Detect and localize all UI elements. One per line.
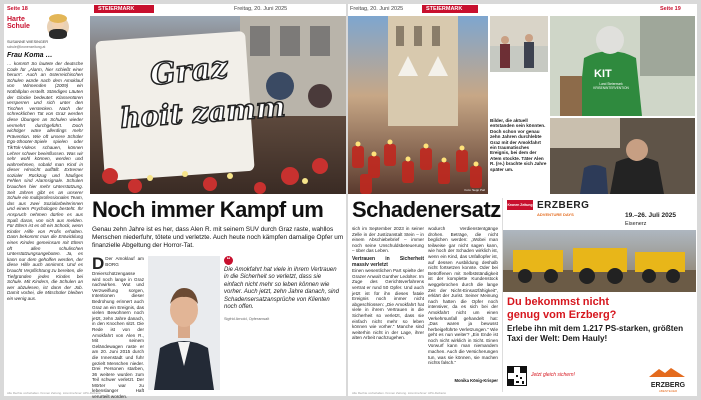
left-page (4, 4, 346, 400)
portrait-photo (148, 256, 220, 390)
perpetrator-photo (550, 118, 695, 194)
perpetrator-graphic (550, 118, 695, 194)
ad-brand: ERZBERG (537, 200, 590, 211)
column-title: Frau Koma … (7, 52, 53, 59)
photo-caption: Bilder, die aktuell entstanden sein könnten. Doch schon vor genau zehn Jahren durchlebte Graz mit der Amokfahrt ein traumatisches Ereignis, bei dem der Atem stockte. Täter Alen R. (re.) brachte sich Jahre später um. (490, 118, 547, 172)
right-page (348, 4, 697, 396)
erzberg-ad[interactable] (502, 198, 695, 392)
sign-text-line2: hoit zamm (119, 90, 287, 135)
ad-cta[interactable]: Jetzt gleich sichern! (531, 372, 575, 378)
article-body-left: D Der Amoklauf am BORG Dreierschützengasse wird noch lange in Graz nachwirken. Wut und Verzweiflung sorgen, Intentionen dieser Bedrohung erinnert auch Graz an ein Ereignis, das vielen Bewohnern noch jetzt, zehn Jahre danach, in den Knochen sitzt. Die Rede ist von der Amokfahrt von Alen R., Mit seinem Geländewagen raste er am 20. Juni 2015 durch die Innenstadt und fuhr gezielt Menschen nieder. Drei Personen starben, 36 weitere wurden zum Teil schwer verletzt. Der Mörter war zu lebenslanger Haft verurteilt worden. (92, 254, 144, 400)
candles-photo (348, 16, 488, 194)
footer-right: Alle Rechte vorbehalten. Kronen Zeitung. Lizenznehmer: APA-DeFacto (352, 391, 447, 395)
headline-right: Schadenersatz (352, 197, 501, 222)
ad-footer-brand: ERZBERG (650, 382, 686, 389)
subheadline: Genau zehn Jahre ist es her, dass Alen R. mit seinem SUV durch Graz raste, wahllos Menschen niederfuhr, tötete und verletzte. Auch heute noch kämpfen damalige Opfer um finanzielle Abgeltung der Horror-Tat. (92, 226, 344, 249)
qr-code-icon (508, 367, 526, 385)
ad-trucks-graphic (503, 230, 696, 292)
footer-left: Alle Rechte vorbehalten. Kronen Zeitung. Lizenznehmer: APA-DeFacto (7, 391, 102, 395)
kit-worker-graphic (550, 16, 695, 116)
kit-worker-photo (550, 16, 695, 116)
ad-headline-2: genug vom Erzberg? (507, 309, 617, 321)
quote-author: Sigfrid Arnold, Opferanwalt (224, 317, 270, 322)
candles-graphic (348, 16, 488, 194)
kit-label: KIT (594, 68, 612, 80)
author-avatar (47, 16, 69, 38)
ad-footer-sub: ABENTEUER (658, 389, 678, 393)
opinion-column (7, 16, 85, 394)
headline-left: Noch immer Kampf um (92, 197, 324, 222)
mountain-icon (645, 367, 691, 377)
column-email: schule@kronenzeitung.at (7, 45, 46, 49)
article-column-1 (352, 226, 424, 386)
ad-headline-1: Du bekommst nicht (507, 296, 610, 308)
section-bar-right: STEIERMARK (422, 5, 478, 13)
section-bar-left: STEIERMARK (94, 5, 154, 13)
article-column-2: wodurch Verdienstentgänge drohen. Beträge, die nicht beglichen werden: „Wobei man teilweise gar nicht sagen kann, wie hoch der Schaden wirklich ist, wenn ein Kind, das Unfallopfer ist, auf dessen Ausbildung deshalb nicht fortsetzen konnte. Oder bei Betroffenen mit Selbstständigkeit ist der komplette Kundenstock weggebrochen durch die lange Zeit der Nicht-Einsatzfähigkeit“, erklärt der Jurist. Seiner Meinung nach hatten die Opfer noch intensiver, da es sich bei der Amokfahrt nicht um einen Verkehrsunfall gehandelt hat: „Das waren ja bewusst herbeigeführte Verletzungen.“ Wie geht es nun weiter? „Ein Ende ist noch nicht wirklich in Sicht. Einen Vorwurf kann man niemandem machen. Auch die Versicherungen tun, was sie können, sie machen nichts falsch.“ (428, 226, 498, 366)
sign-text-line1: Graz (148, 50, 230, 93)
column-body: … kommt! So lautete der deutsche Code für „Alarm, hier schießt einer herum“. Auch an österreichischen Schulen würde nach dem Amoklauf von Winnenden (2009) ein Notfallplan erstellt. Ständiges Läuten der Glocke bedeutet: Klassentüren versperren und sich unter den Tischen verstecken. Nach der schrecklichen Tat von Graz werden diese Übungen an Schulen wieder vermehrt durchgeführt. Doch wichtiger wäre allerdings mehr Prävention. Wie oft unsere Schüler Ego-Shooter-Spiele spielen oder TikTok-Videos schauen, können Lehrer schwer beeinflussen. Was wir sehr wohl können, werden und wahrnehmen, sobald man Kind in dieser Hinsicht auffällt. Extremer sozialer Rückzug und häufiges Fehlen sind Alarmsignale. Schulen brauchen hier mehr Unterstützung. Seit Jahren gibt es an unserer Schule ein multiprofessionales Team, das aus zwei Sozialarbeiterinnen und einem Psychologen besteht. Ihr Anspruch nehmen dürfen es aus Spaß daran, von sich aus melden. Für Eltern ist es oft ein Schock, wenn Kinder Hilfe von Profis erhalten. Dann bekommt man die Entwicklung eines Kindes gemeinsam mit Eltern oft allen schulischen Unterstützungsangeboten. Ja, es kann nur dem geholfen werden, der diese Hilfe auch annimmt. Und es braucht Verpflichtung zu bereiten, die Tiefgründen jedes Kindes bei Schule. Mit Kindern, die Schulen an wer abzulesen, ist dann der Job. Damit vorbei, die Mitschüler bleiben ein wenig aus. (7, 61, 83, 301)
article-subhead: Vertrauen in Sicherheit massiv verletzt (352, 255, 424, 268)
memorial-photo-left (90, 16, 346, 194)
kit-sublabel: Land Steiermark KRISENINTERVENTION (593, 82, 629, 90)
page-number-left: Seite 18 (7, 6, 28, 12)
column-author: SUSANNE WIESINGER (7, 40, 49, 44)
date-left: Freitag, 20. Juni 2025 (234, 6, 288, 12)
article-col1-text: sich im September 2023 in seiner Zelle in der Justizanstalt Stein – in einem Abschiebebrief – immer noch seine Unschuldsbeteuerung – über das Leben. (352, 226, 424, 254)
street-graphic (490, 16, 548, 72)
ad-trucks-photo (503, 230, 696, 292)
ad-location: Eisenerz (625, 221, 647, 227)
quote-box (224, 256, 342, 321)
column-name: Harte Schule (7, 16, 30, 30)
ad-brand-sub: ADVENTURE DAYS (537, 212, 574, 217)
article-col1b-text: Einen wesentlichen Part spielte der Grazer Anwalt Gunther Ledolter. Im Zuge des Gerichtsverfahrens vertrat er rund 50 Opfer. Und auch jetzt ist für ihn dieses fatale Ereignis noch immer nicht abgeschlossen: „Die Amokfahrt hat viele in ihrem Vertrauen in die Sicherheit so verletzt, dass sie einfach nicht mehr so leben können wie vorher.“ Manche sind weiterhin nicht in der Lage, ihrer alten Arbeit nachzugehen. (352, 268, 425, 341)
ad-dates: 19.–26. Juli 2025 (625, 212, 676, 219)
ad-qr-code[interactable] (507, 366, 527, 386)
ad-footer-logo (645, 364, 691, 393)
ad-text: Erlebe ihn mit dem 1.217 PS-starken, größten Taxi der Welt: Dem Hauly! (507, 324, 684, 343)
article-byline: Monika König-Krisper (454, 378, 498, 383)
street-photo (490, 16, 548, 72)
portrait-graphic (148, 256, 220, 390)
drop-cap: D (92, 254, 105, 273)
page-number-right: Seite 19 (660, 6, 681, 12)
quote-text: Die Amokfahrt hat viele in ihrem Vertrauen in die Sicherheit so verletzt, dass sie einfach nicht mehr so leben können wie vorher. Auch jetzt, zehn Jahre danach, sind Schadensersatzansprüche von Klienten noch offen. (224, 267, 339, 311)
quote-icon: “ (224, 256, 233, 265)
date-right: Freitag, 20. Juni 2025 (350, 6, 404, 12)
photo-credit-right: Foto: Sepp Pail (464, 188, 485, 192)
ad-krone-logo: Kronen Zeitung (507, 200, 533, 210)
